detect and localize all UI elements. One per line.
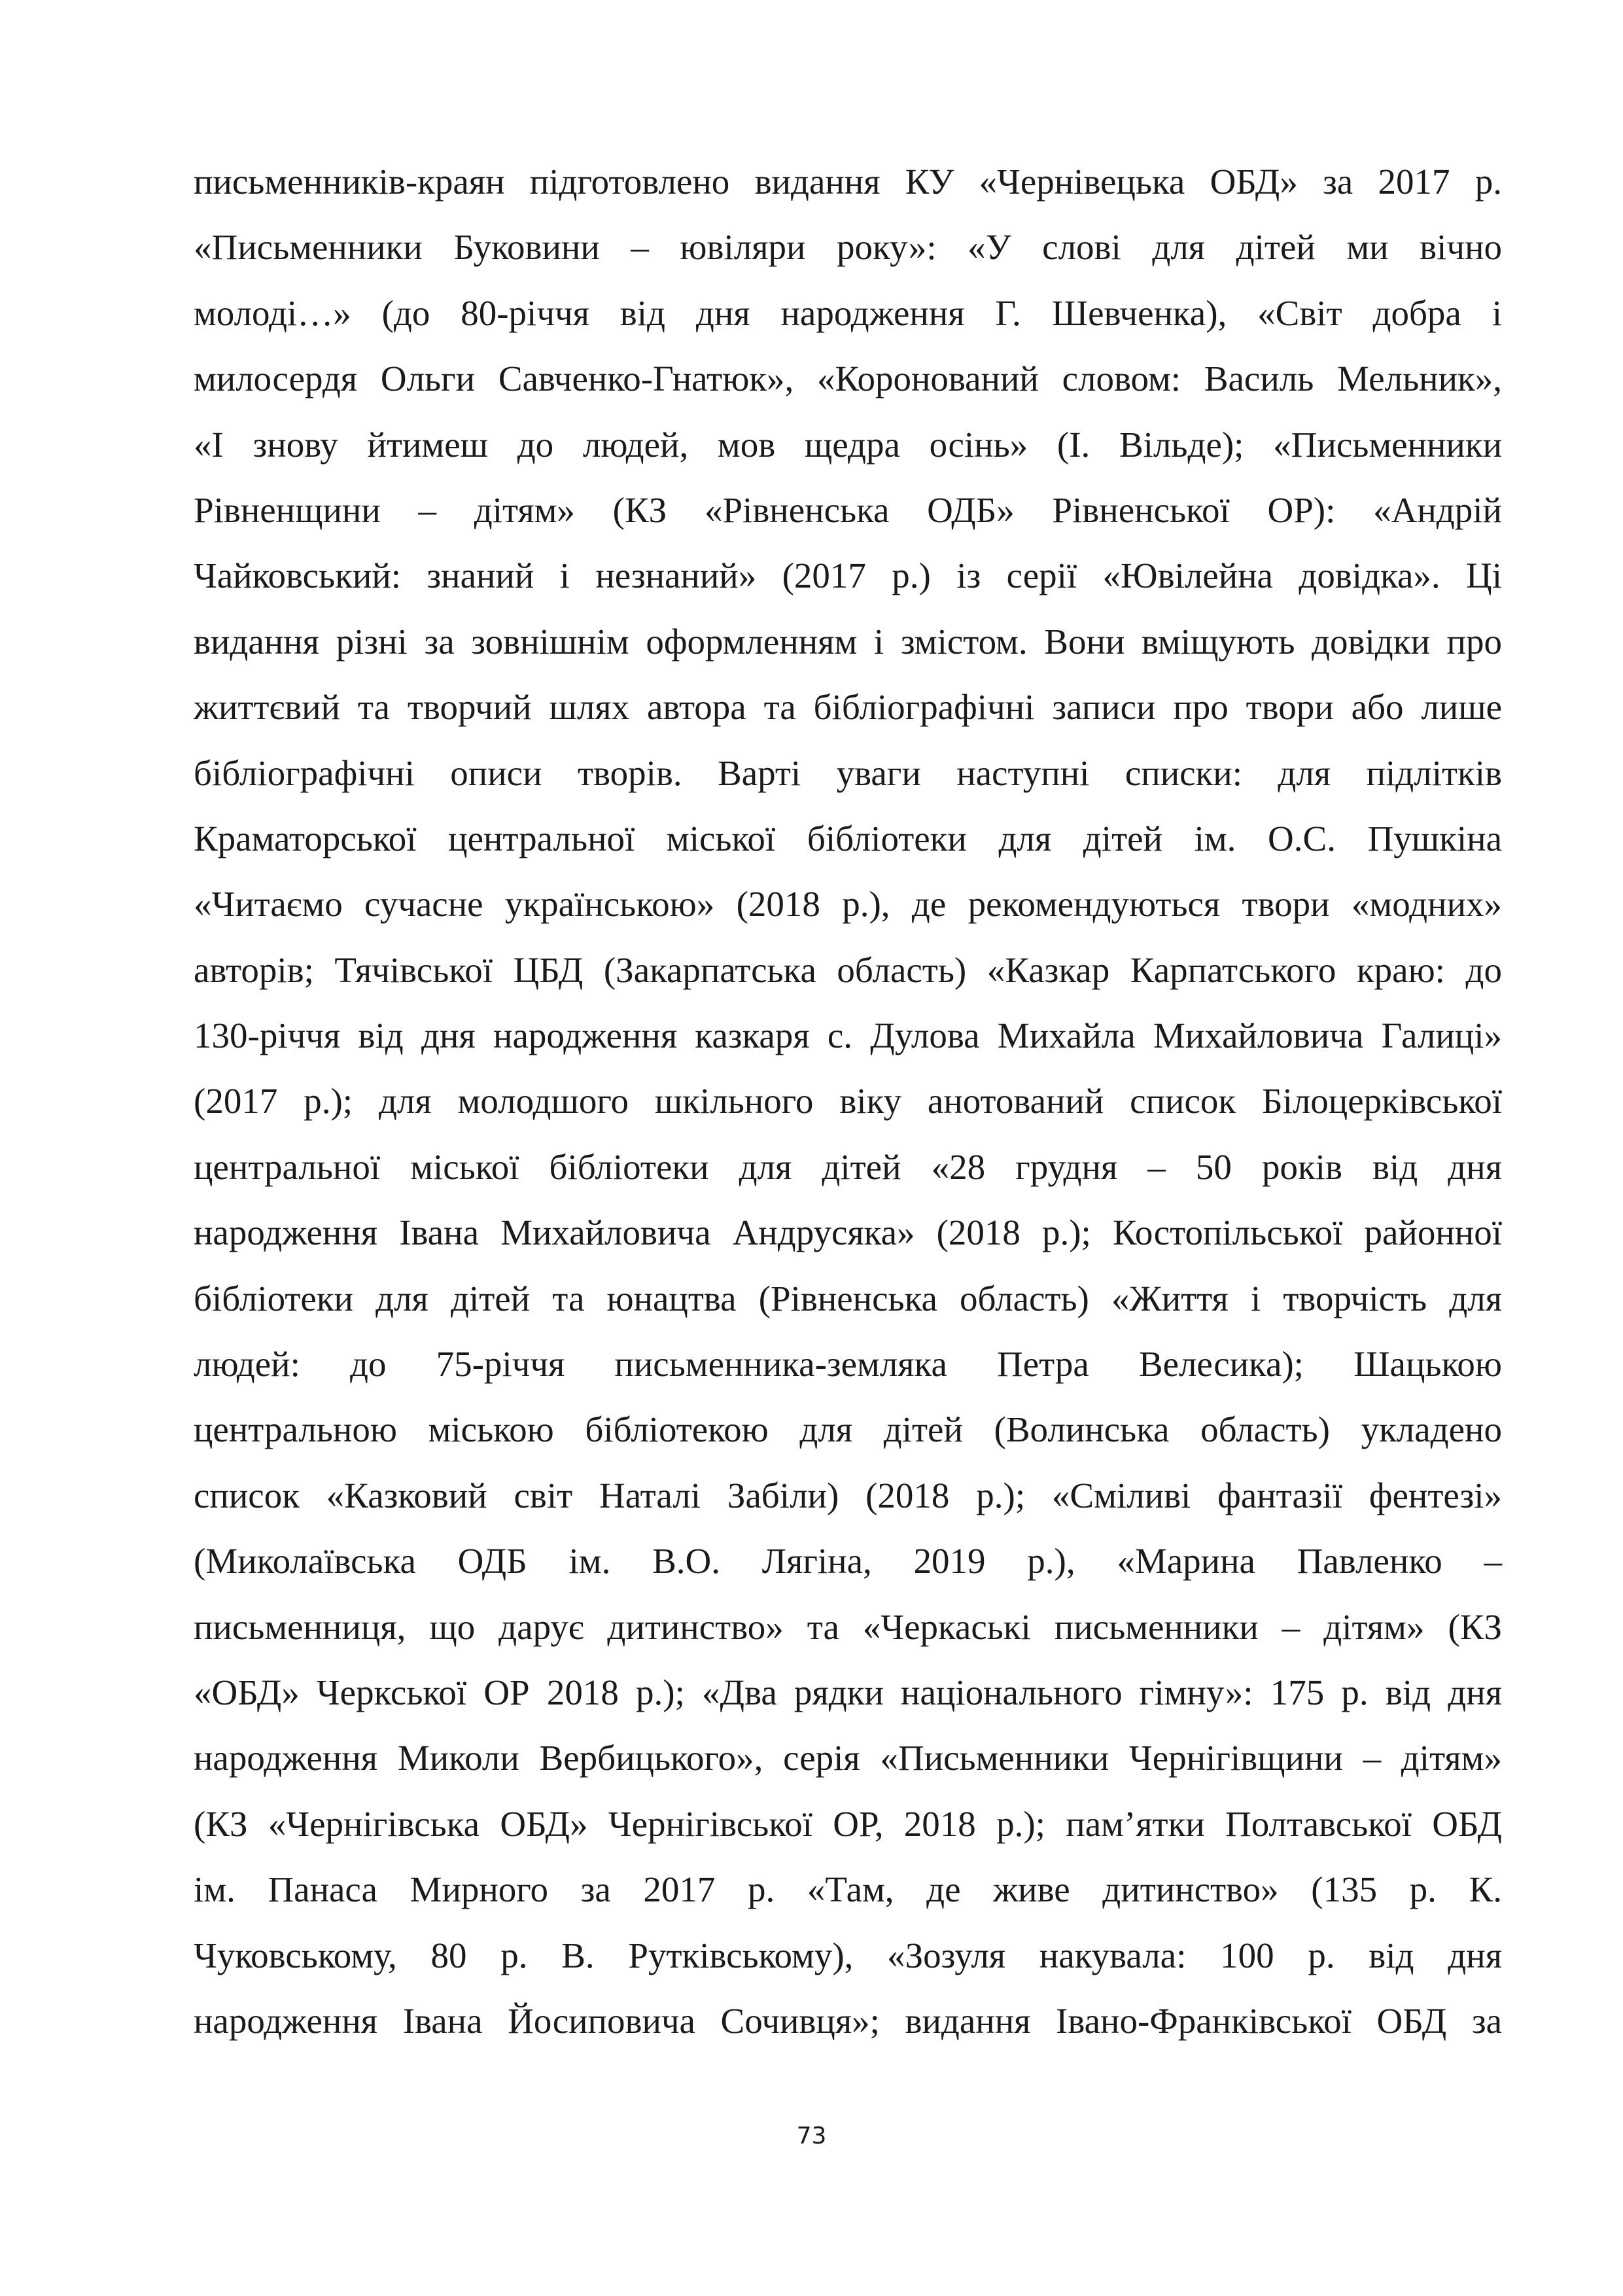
text-line: (2017 р.); для молодшого шкільного віку анотований список Білоцерківської [194, 1081, 1502, 1122]
text-line: «ОБД» Черкської ОР 2018 р.); «Два рядки національного гімну»: 175 р. від дня [194, 1672, 1502, 1712]
body-text [194, 149, 1502, 2054]
page-number: 73 [796, 2123, 827, 2149]
text-line: центральною міською бібліотекою для дітей (Волинська область) укладено [194, 1409, 1502, 1450]
text-line: «Читаємо сучасне українською» (2018 р.), де рекомендуються твори «модних» [194, 884, 1502, 925]
text-line: народження Івана Йосиповича Сочивця»; видання Івано-Франківської ОБД за [194, 2000, 1502, 2041]
text-line: Чуковському, 80 р. В. Рутківському), «Зозуля накувала: 100 р. від дня [194, 1935, 1502, 1975]
text-line: ім. Панаса Мирного за 2017 р. «Там, де живе дитинство» (135 р. К. [194, 1869, 1502, 1910]
text-line: письменниця, що дарує дитинство» та «Черкаські письменники – дітям» (КЗ [194, 1606, 1502, 1647]
text-line: «І знову йтимеш до людей, мов щедра осінь» (І. Вільде); «Письменники [194, 424, 1502, 465]
text-line: милосердя Ольги Савченко-Гнатюк», «Коронований словом: Василь Мельник», [194, 359, 1502, 399]
text-line: народження Миколи Вербицького», серія «Письменники Чернігівщини – дітям» [194, 1738, 1502, 1778]
text-line: народження Івана Михайловича Андрусяка» (2018 р.); Костопільської районної [194, 1212, 1502, 1253]
text-line: Рівненщини – дітям» (КЗ «Рівненська ОДБ» Рівненської ОР): «Андрій [194, 489, 1502, 530]
text-line: авторів; Тячівської ЦБД (Закарпатська область) «Казкар Карпатського краю: до [194, 949, 1502, 990]
text-line: 130-річчя від дня народження казкаря с. Дулова Михайла Михайловича Галиці» [194, 1016, 1502, 1056]
text-line: центральної міської бібліотеки для дітей «28 грудня – 50 років від дня [194, 1146, 1502, 1187]
text-line: список «Казковий світ Наталі Забіли) (2018 р.); «Сміливі фантазії фентезі» [194, 1475, 1502, 1515]
text-line: (КЗ «Чернігівська ОБД» Чернігівської ОР, 2018 р.); пам’ятки Полтавської ОБД [194, 1803, 1502, 1844]
text-line: (Миколаївська ОДБ ім. В.О. Лягіна, 2019 р.), «Марина Павленко – [194, 1541, 1502, 1581]
text-line: «Письменники Буковини – ювіляри року»: «У слові для дітей ми вічно [194, 227, 1502, 268]
text-line: молоді…» (до 80-річчя від дня народження Г. Шевченка), «Світ добра і [194, 292, 1502, 333]
text-line: бібліографічні описи творів. Варті уваги наступні списки: для підлітків [194, 752, 1502, 793]
text-line: видання різні за зовнішнім оформленням і змістом. Вони вміщують довідки про [194, 621, 1502, 662]
text-line: людей: до 75-річчя письменника-земляка Петра Велесика); Шацькою [194, 1344, 1502, 1385]
text-line: письменників-краян підготовлено видання КУ «Чернівецька ОБД» за 2017 р. [194, 162, 1502, 202]
text-line: життєвий та творчий шлях автора та бібліографічні записи про твори або лише [194, 687, 1502, 728]
text-line: бібліотеки для дітей та юнацтва (Рівненська область) «Життя і творчість для [194, 1278, 1502, 1318]
text-line: Краматорської центральної міської бібліотеки для дітей ім. О.С. Пушкіна [194, 818, 1502, 858]
text-line: Чайковський: знаний і незнаний» (2017 р.) із серії «Ювілейна довідка». Ці [194, 556, 1502, 596]
